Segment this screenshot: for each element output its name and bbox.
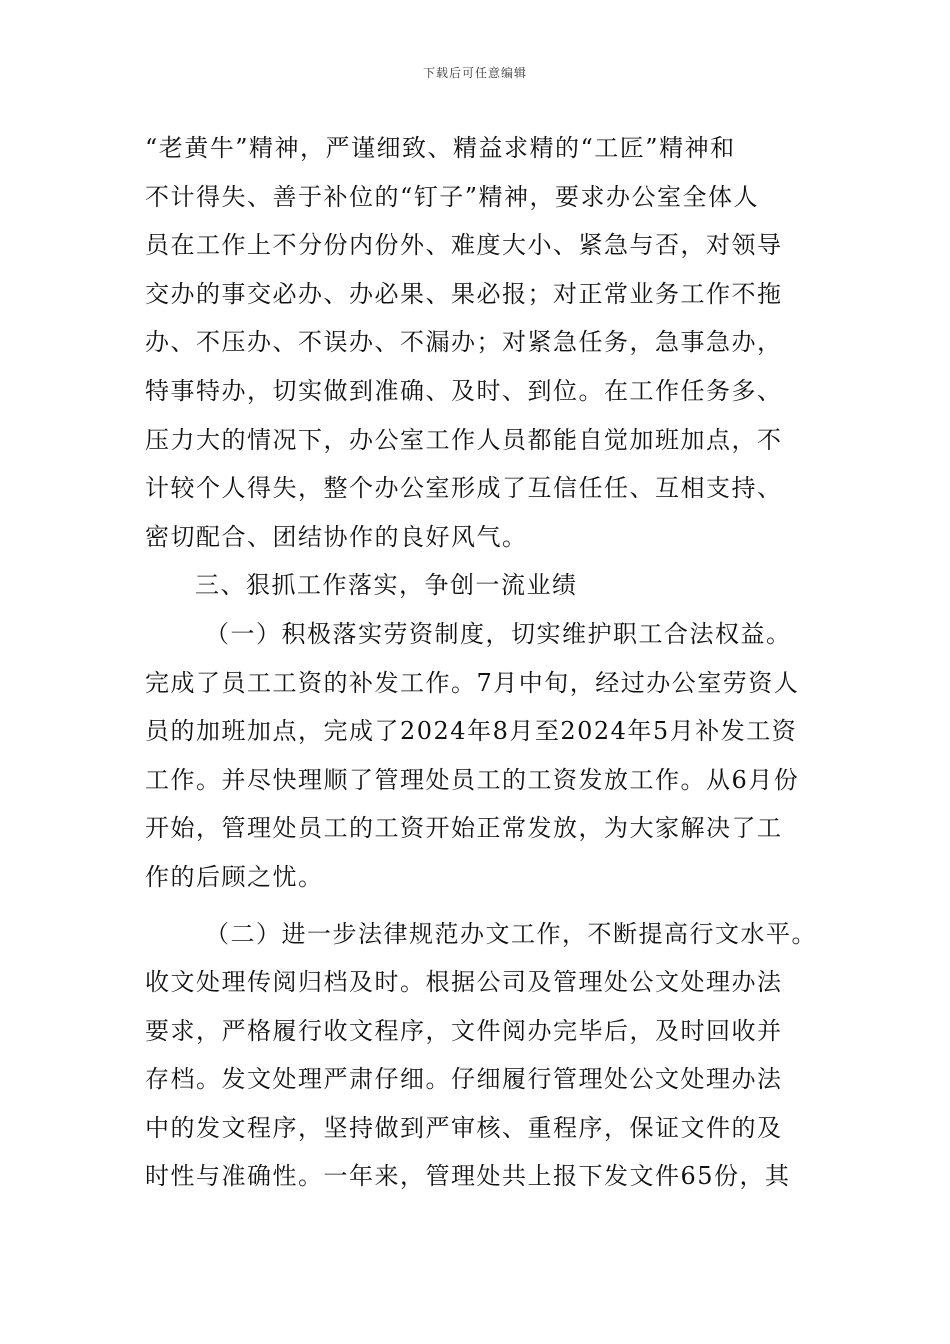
paragraph-gap [145,902,825,910]
page-header: 下载后可任意编辑 [422,66,527,80]
text-line: “老黄牛”精神，严谨细致、精益求精的“工匠”精神和 [145,134,736,162]
text-line: 存档。发文处理严肃仔细。仔细履行管理处公文处理办法 [145,1065,783,1094]
text-line: 中的发文程序，坚持做到严审核、重程序，保证文件的及 [145,1113,783,1142]
text-line: 压力大的情况下，办公室工作人员都能自觉加班加点，不 [145,425,783,454]
subsection-heading: （二）进一步法律规范办文工作，不断提高行文水平。 [205,919,817,948]
text-line: 特事特办，切实做到准确、及时、到位。在工作任务多、 [145,376,783,405]
document-body [145,124,825,1201]
text-line: 时性与准确性。一年来，管理处共上报下发文件65份，其 [145,1162,791,1191]
text-line: 员在工作上不分份内份外、难度大小、紧急与否，对领导 [145,231,783,260]
text-line: 员的加班加点，完成了2024年8月至2024年5月补发工资 [145,717,798,746]
subsection-heading: （一）积极落实劳资制度，切实维护职工合法权益。 [205,619,792,648]
text-line: 作的后顾之忧。 [145,862,324,891]
text-line: 完成了员工工资的补发工作。7月中旬，经过办公室劳资人 [145,668,800,697]
section-heading: 三、狠抓工作落实，争创一流业绩 [195,571,578,600]
text-line: 要求，严格履行收文程序，文件阅办完毕后，及时回收并 [145,1016,783,1045]
text-line: 收文处理传阅归档及时。根据公司及管理处公文处理办法 [145,968,783,997]
text-line: 交办的事交必办、办必果、果必报；对正常业务工作不拖 [145,279,783,308]
text-line: 不计得失、善于补位的“钉子”精神，要求办公室全体人 [145,182,760,211]
text-line: 办、不压办、不误办、不漏办；对紧急任务，急事急办， [145,328,783,357]
text-line: 密切配合、团结协作的良好风气。 [145,522,528,551]
text-line: 计较个人得失，整个办公室形成了互信任任、互相支持、 [145,474,783,503]
text-line: 开始，管理处员工的工资开始正常发放，为大家解决了工 [145,814,783,843]
text-line: 工作。并尽快理顺了管理处员工的工资发放工作。从6月份 [145,765,800,794]
